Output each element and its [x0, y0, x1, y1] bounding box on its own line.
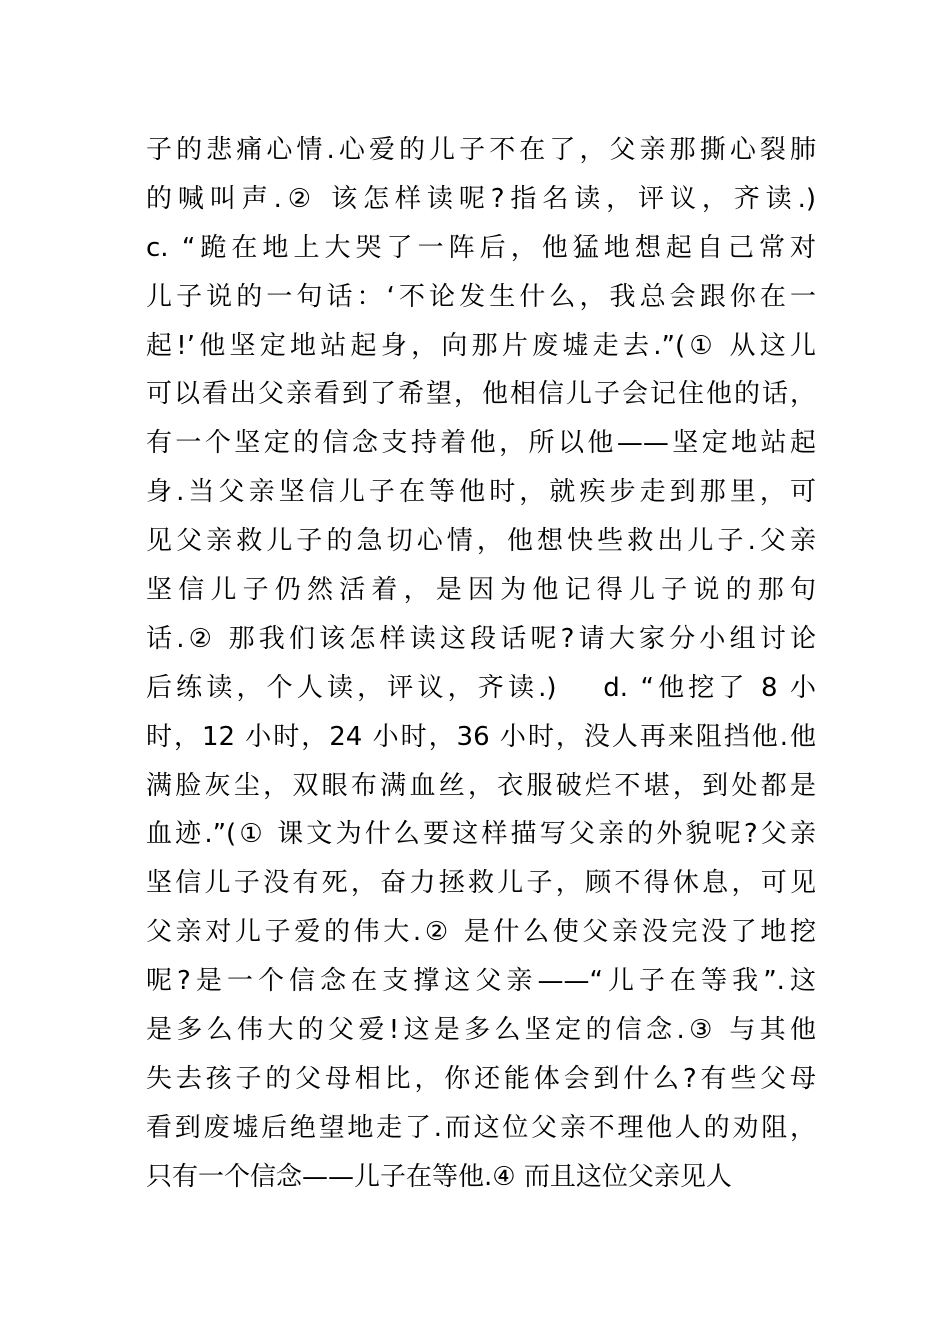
text-line: 失去孩子的父母相比，你还能体会到什么?有些父母: [146, 1063, 816, 1094]
text-line: 血迹.”(① 课文为什么要这样描写父亲的外貌呢?父亲: [146, 819, 816, 850]
text-line: 坚信儿子没有死，奋力拯救儿子，顾不得休息，可见: [146, 868, 816, 899]
text-line: 子的悲痛心情.心爱的儿子不在了，父亲那撕心裂肺: [146, 135, 816, 165]
text-line: 身.当父亲坚信儿子在等他时，就疾步走到那里，可: [146, 477, 816, 508]
text-line: 话.② 那我们该怎样读这段话呢?请大家分小组讨论: [146, 623, 816, 654]
text-line: 有一个坚定的信念支持着他，所以他——坚定地站起: [146, 428, 816, 459]
text-line: 是多么伟大的父爱!这是多么坚定的信念.③ 与其他: [146, 1015, 816, 1046]
text-line: 后练读，个人读，评议，齐读.) d. “他挖了 8 小: [146, 672, 816, 703]
text-line: 父亲对儿子爱的伟大.② 是什么使父亲没完没了地挖: [146, 917, 816, 948]
text-line: 呢?是一个信念在支撑这父亲——“儿子在等我”.这: [146, 966, 816, 997]
text-line: 见父亲救儿子的急切心情，他想快些救出儿子.父亲: [146, 526, 816, 557]
text-line: 可以看出父亲看到了希望，他相信儿子会记住他的话，: [146, 379, 816, 410]
text-line: c. “跪在地上大哭了一阵后，他猛地想起自己常对: [146, 232, 816, 263]
text-line: 满脸灰尘，双眼布满血丝，衣服破烂不堪，到处都是: [146, 770, 816, 801]
text-line: 看到废墟后绝望地走了.而这位父亲不理他人的劝阻，: [146, 1112, 816, 1143]
text-line: 的喊叫声.② 该怎样读呢?指名读，评议，齐读.): [146, 183, 816, 214]
body-text: [146, 126, 816, 1202]
text-line: 儿子说的一句话：‘不论发生什么，我总会跟你在一: [146, 281, 816, 312]
text-line: 只有一个信念——儿子在等他.④ 而且这位父亲见人: [146, 1161, 732, 1192]
text-line: 起!’他坚定地站起身，向那片废墟走去.”(① 从这儿: [146, 330, 816, 361]
text-line: 时，12 小时，24 小时，36 小时，没人再来阻挡他.他: [146, 721, 816, 752]
text-line: 坚信儿子仍然活着，是因为他记得儿子说的那句: [146, 575, 816, 606]
